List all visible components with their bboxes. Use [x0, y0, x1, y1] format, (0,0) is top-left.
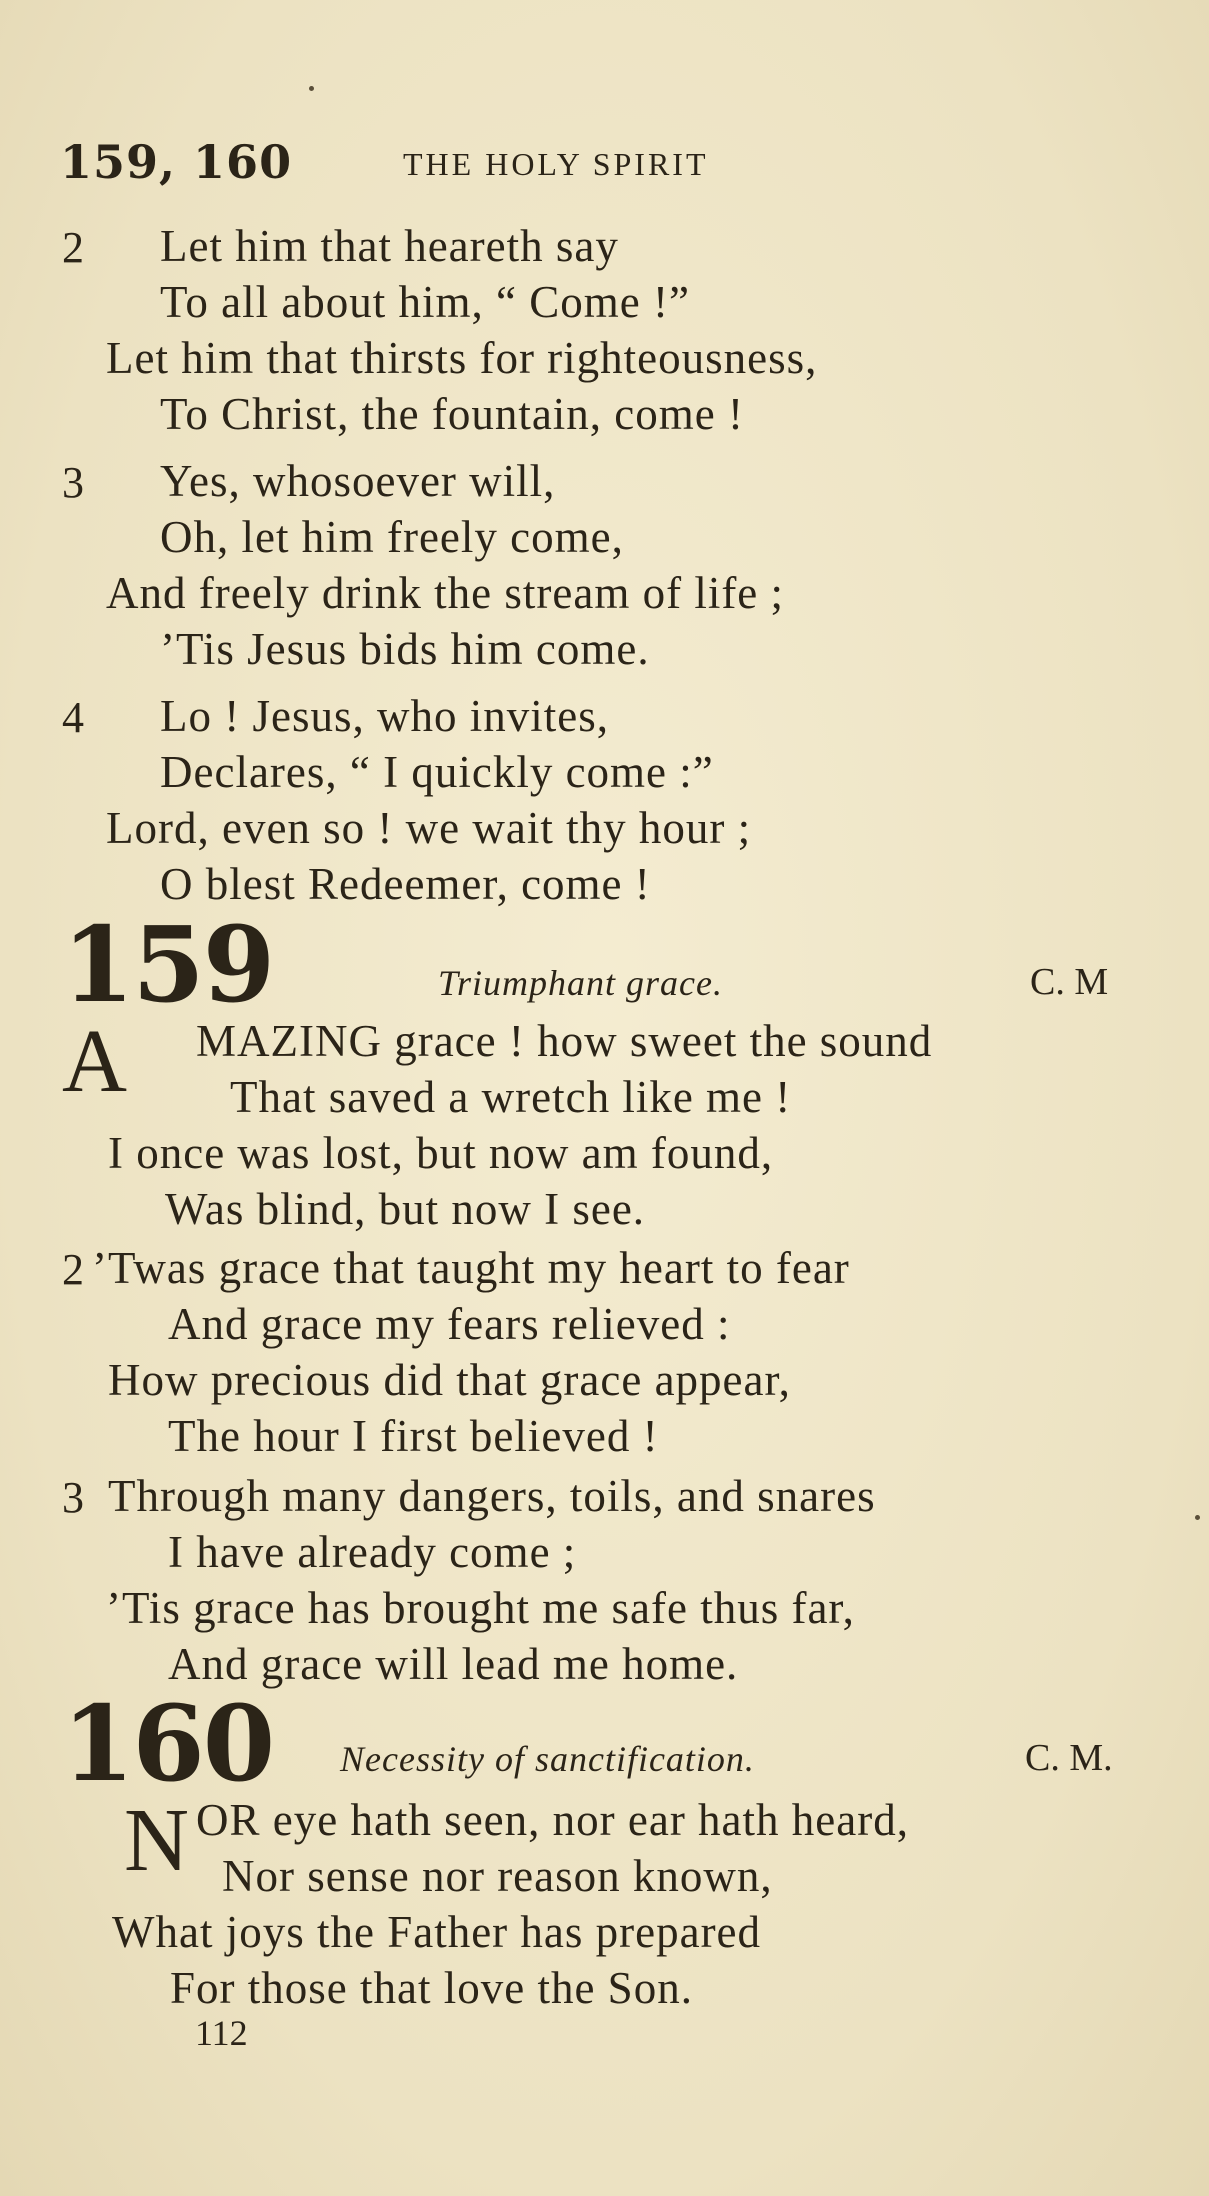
verse-line: ’Tis grace has brought me safe thus far,: [106, 1583, 855, 1633]
verse-line: And grace will lead me home.: [168, 1639, 739, 1689]
verse-line: ’Tis Jesus bids him come.: [160, 624, 650, 674]
verse-line: I have already come ;: [168, 1527, 577, 1577]
verse-number: 4: [62, 693, 84, 742]
ink-speck: [1195, 1515, 1200, 1520]
verse-line: OR eye hath seen, nor ear hath heard,: [196, 1795, 909, 1845]
verse-line: How precious did that grace appear,: [108, 1355, 791, 1405]
verse-line: Yes, whosoever will,: [160, 456, 556, 506]
verse-line: The hour I first believed !: [168, 1411, 659, 1461]
verse-line: O blest Redeemer, come !: [160, 859, 651, 909]
verse-line: Lo ! Jesus, who invites,: [160, 691, 609, 741]
header-hymn-numbers: 159, 160: [60, 135, 293, 189]
hymn-number: 160: [62, 1682, 274, 1805]
verse-line: Nor sense nor reason known,: [222, 1851, 773, 1901]
hymn-meter: C. M: [1030, 961, 1109, 1003]
hymn-meter: C. M.: [1025, 1737, 1113, 1779]
hymn-number: 159: [62, 903, 274, 1026]
verse-line: And grace my fears relieved :: [168, 1299, 731, 1349]
ink-speck: [309, 86, 314, 91]
verse-line: Oh, let him freely come,: [160, 512, 624, 562]
verse-number: 3: [62, 1473, 84, 1522]
verse-line: That saved a wretch like me !: [230, 1072, 792, 1122]
page-number: 112: [195, 2013, 248, 2053]
hymn-subtitle: Triumphant grace.: [438, 963, 724, 1003]
drop-cap: A: [62, 1012, 127, 1111]
verse-line: Was blind, but now I see.: [165, 1184, 646, 1234]
verse-line: I once was lost, but now am found,: [108, 1128, 774, 1178]
verse-line: What joys the Father has prepared: [112, 1907, 762, 1957]
verse-number: 2: [62, 223, 84, 272]
verse-line: Let him that heareth say: [160, 221, 619, 271]
verse-line: To all about him, “ Come !”: [160, 277, 690, 327]
verse-line: To Christ, the fountain, come !: [160, 389, 744, 439]
verse-line: Through many dangers, toils, and snares: [108, 1471, 876, 1521]
verse-number: 2: [62, 1245, 84, 1294]
verse-line: MAZING grace ! how sweet the sound: [196, 1016, 933, 1066]
verse-line: ’Twas grace that taught my heart to fear: [92, 1243, 850, 1293]
drop-cap: N: [124, 1791, 189, 1890]
verse-line: Declares, “ I quickly come :”: [160, 747, 714, 797]
verse-line: For those that love the Son.: [170, 1963, 693, 2013]
header-section-title: THE HOLY SPIRIT: [403, 146, 709, 182]
hymn-subtitle: Necessity of sanctification.: [340, 1739, 755, 1779]
verse-line: Lord, even so ! we wait thy hour ;: [106, 803, 752, 853]
verse-line: And freely drink the stream of life ;: [106, 568, 785, 618]
verse-number: 3: [62, 458, 84, 507]
verse-line: Let him that thirsts for righteousness,: [106, 333, 818, 383]
